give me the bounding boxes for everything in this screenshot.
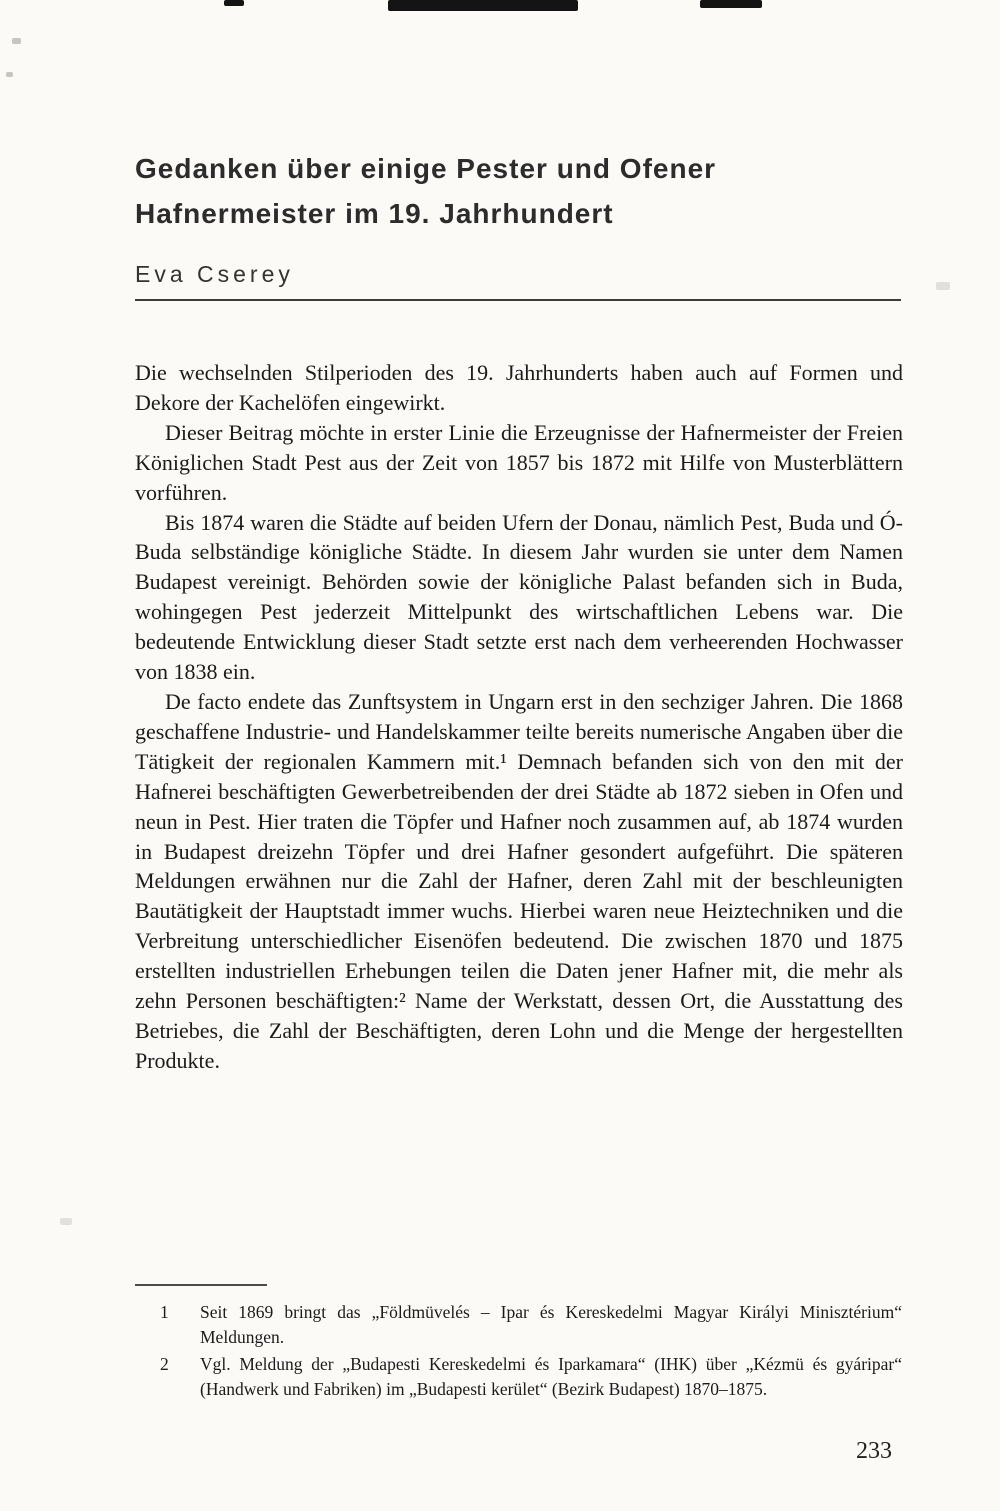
footnote-number: 2 [160,1354,169,1374]
footnotes [160,1300,902,1404]
paragraph: Die wechselnden Stilperioden des 19. Jahrhunderts haben auch auf Formen und Dekore der Kachelöfen eingewirkt. [135,360,903,415]
article-body [135,358,903,1076]
footnote-item [160,1300,902,1349]
scan-artifact [700,0,762,8]
scan-artifact [224,0,244,6]
footnote-item [160,1352,902,1401]
footnote-text: Vgl. Meldung der „Budapesti Kereskedelmi és Iparkamara“ (IHK) über „Kézmü és gyáripar“ (Handwerk und Fabriken) im „Budapesti kerület“ (Bezirk Budapest) 1870–1875. [200,1354,902,1399]
scan-artifact [936,282,950,290]
page-number: 233 [856,1438,892,1464]
paragraph: Bis 1874 waren die Städte auf beiden Ufern der Donau, nämlich Pest, Buda und Ó-Buda selbständige königliche Städte. In diesem Jahr wurden sie unter dem Namen Budapest vereinigt. Behörden sowie der königliche Palast befanden sich in Buda, wohingegen Pest jederzeit Mittelpunkt des wirtschaftlichen Lebens war. Die bedeutende Entwicklung dieser Stadt setzte erst nach dem verheerenden Hochwasser von 1838 ein. [135,509,903,685]
scan-artifact [60,1218,72,1225]
footnote-text: Seit 1869 bringt das „Földmüvelés – Ipar és Kereskedelmi Magyar Királyi Minisztérium“ Meldungen. [200,1302,902,1347]
footnote-separator-rule [135,1284,267,1286]
scan-artifact [388,0,578,11]
article-title-line2: Hafnermeister im 19. Jahrhundert [135,198,614,229]
scan-artifact [6,72,13,77]
paragraph: Dieser Beitrag möchte in erster Linie die Erzeugnisse der Hafnermeister der Freien Königlichen Stadt Pest aus der Zeit von 1857 bis 1872 mit Hilfe von Musterblättern vorführen. [135,419,903,505]
article-title [135,146,925,236]
scan-artifact [12,38,21,44]
author-rule [135,299,901,301]
paragraph: De facto endete das Zunftsystem in Ungarn erst in den sechziger Jahren. Die 1868 geschaffene Industrie- und Handelskammer teilte bereits numerische Angaben über die Tätigkeit der regionalen Kammern mit.¹ Demnach befanden sich von den mit der Hafnerei beschäftigten Gewerbetreibenden der drei Städte ab 1872 sieben in Ofen und neun in Pest. Hier traten die Töpfer und Hafner noch zusammen auf, ab 1874 wurden in Budapest dreizehn Töpfer und drei Hafner gesondert aufgeführt. Die späteren Meldungen erwähnen nur die Zahl der Hafner, deren Zahl mit der beschleunigten Bautätigkeit der Hauptstadt immer wuchs. Hierbei waren neue Heiztechniken und die Verbreitung unterschiedlicher Eisenöfen bedeutend. Die zwischen 1870 und 1875 erstellten industriellen Erhebungen teilen die Daten jener Hafner mit, die mehr als zehn Personen beschäftigten:² Name der Werkstatt, dessen Ort, die Ausstattung des Betriebes, die Zahl der Beschäftigten, deren Lohn und die Menge der hergestellten Produkte. [135,688,903,1073]
article-title-line1: Gedanken über einige Pester und Ofener [135,153,717,184]
author-name: Eva Cserey [135,261,294,287]
footnote-number: 1 [160,1302,169,1322]
